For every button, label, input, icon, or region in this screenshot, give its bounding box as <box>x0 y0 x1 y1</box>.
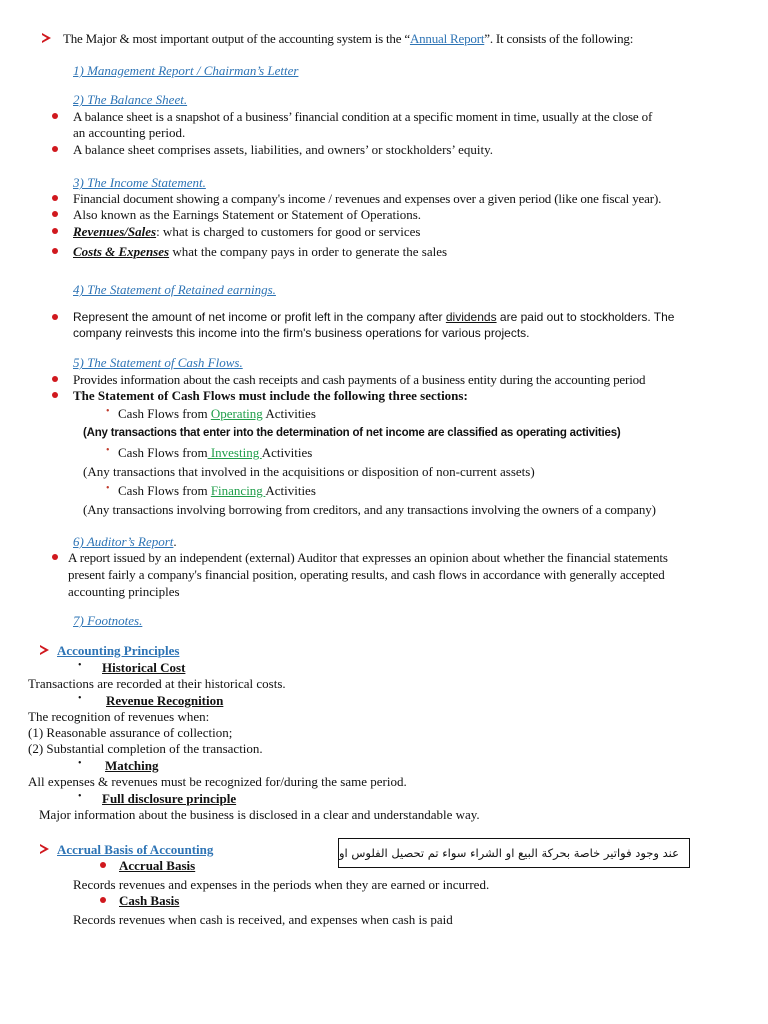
bullet-icon <box>52 314 58 320</box>
historical-cost-text: Transactions are recorded at their historical costs. <box>28 676 286 691</box>
auditor-text-3: accounting principles <box>68 584 180 599</box>
bullet-icon <box>52 392 58 398</box>
annual-report-link[interactable]: Annual Report <box>409 31 485 46</box>
bullet-icon <box>52 211 58 217</box>
investing-note: (Any transactions that involved in the acquisitions or disposition of non-current assets) <box>83 464 535 479</box>
cash-flows-text-2: The Statement of Cash Flows must include the following three sections: <box>73 388 468 403</box>
heading-footnotes: 7) Footnotes. <box>73 613 143 628</box>
bullet-icon <box>52 228 58 234</box>
income-text-3: Revenues/Sales: what is charged to customers for good or services <box>73 224 421 239</box>
arabic-note-box: عند وجود فواتير خاصة بحركة البيع او الشراء سواء تم تحصيل الفلوس او <box>338 838 690 868</box>
auditor-text-1: A report issued by an independent (external) Auditor that expresses an opinion about whether the financial statements <box>68 550 668 565</box>
heading-retained-earnings: 4) The Statement of Retained earnings. <box>73 282 276 297</box>
revenue-recognition-title: Revenue Recognition <box>106 693 224 708</box>
bullet-icon <box>52 195 58 201</box>
small-bullet-icon: • <box>78 693 82 704</box>
bullet-icon <box>52 376 58 382</box>
full-disclosure-title: Full disclosure principle <box>102 791 237 806</box>
operating-line: Cash Flows from Operating Activities <box>118 406 316 421</box>
arrow-bullet-icon <box>40 844 49 854</box>
balance-sheet-text-2: A balance sheet comprises assets, liabilities, and owners’ or stockholders’ equity. <box>73 142 493 157</box>
revenue-recognition-text-1: The recognition of revenues when: <box>28 709 210 724</box>
bullet-icon <box>52 113 58 119</box>
retained-text-2: company reinvests this income into the firm's business operations for various projects. <box>73 326 530 340</box>
intro-line: The Major & most important output of the accounting system is the “Annual Report”. It consists of the following: <box>63 31 634 46</box>
bullet-icon <box>100 897 106 903</box>
heading-balance-sheet: 2) The Balance Sheet. <box>73 92 188 107</box>
balance-sheet-text-1b: an accounting period. <box>73 125 186 140</box>
cash-flows-text-1: Provides information about the cash receipts and cash payments of a business entity during the accounting period <box>73 372 646 387</box>
small-bullet-icon: • <box>78 791 82 802</box>
retained-text-1: Represent the amount of net income or profit left in the company after dividends are paid out to stockholders. The <box>73 310 675 324</box>
bullet-icon <box>52 248 58 254</box>
small-bullet-icon: • <box>78 758 82 769</box>
revenue-recognition-text-3: (2) Substantial completion of the transaction. <box>28 741 263 756</box>
cash-basis-title: Cash Basis <box>119 893 180 908</box>
matching-text: All expenses & revenues must be recognized for/during the same period. <box>28 774 407 789</box>
historical-cost-title: Historical Cost <box>102 660 186 675</box>
heading-accounting-principles: Accounting Principles <box>57 643 180 658</box>
auditor-text-2: present fairly a company's financial position, operating results, and cash flows in accordance with generally accepted <box>68 567 665 582</box>
heading-cash-flows: 5) The Statement of Cash Flows. <box>73 355 243 370</box>
investing-line: Cash Flows from Investing Activities <box>118 445 313 460</box>
income-text-4: Costs & Expenses what the company pays in order to generate the sales <box>73 244 448 259</box>
bullet-icon <box>100 862 106 868</box>
operating-link[interactable]: Operating <box>210 406 263 421</box>
investing-link[interactable]: Investing <box>207 445 262 460</box>
income-text-1: Financial document showing a company's income / revenues and expenses over a given period (like one fiscal year). <box>73 191 662 206</box>
heading-management-report: 1) Management Report / Chairman’s Letter <box>73 63 299 78</box>
heading-auditors-report: 6) Auditor’s Report. <box>73 534 177 549</box>
full-disclosure-text: Major information about the business is disclosed in a clear and understandable way. <box>39 807 480 822</box>
cash-basis-text: Records revenues when cash is received, and expenses when cash is paid <box>73 912 453 927</box>
bullet-icon <box>52 554 58 560</box>
financing-line: Cash Flows from Financing Activities <box>118 483 316 498</box>
small-bullet-icon: • <box>78 660 82 671</box>
matching-title: Matching <box>105 758 159 773</box>
dividends-link[interactable]: dividends <box>445 310 497 324</box>
financing-link[interactable]: Financing <box>210 483 266 498</box>
income-text-2: Also known as the Earnings Statement or Statement of Operations. <box>73 207 422 222</box>
operating-note: (Any transactions that enter into the determination of net income are classified as operating activities) <box>83 427 621 439</box>
small-bullet-icon: • <box>106 406 110 417</box>
heading-accrual-basis: Accrual Basis of Accounting <box>57 842 214 857</box>
small-bullet-icon: • <box>106 483 110 494</box>
revenue-recognition-text-2: (1) Reasonable assurance of collection; <box>28 725 233 740</box>
arrow-bullet-icon <box>40 645 49 655</box>
accrual-basis-title: Accrual Basis <box>119 858 196 873</box>
financing-note: (Any transactions involving borrowing from creditors, and any transactions involving the owners of a company) <box>83 502 656 517</box>
arrow-bullet-icon <box>42 33 51 43</box>
balance-sheet-text-1: A balance sheet is a snapshot of a business’ financial condition at a specific moment in time, usually at the close of <box>73 109 653 124</box>
bullet-icon <box>52 146 58 152</box>
small-bullet-icon: • <box>106 445 110 456</box>
heading-income-statement: 3) The Income Statement. <box>73 175 206 190</box>
accrual-basis-text: Records revenues and expenses in the periods when they are earned or incurred. <box>73 877 490 892</box>
